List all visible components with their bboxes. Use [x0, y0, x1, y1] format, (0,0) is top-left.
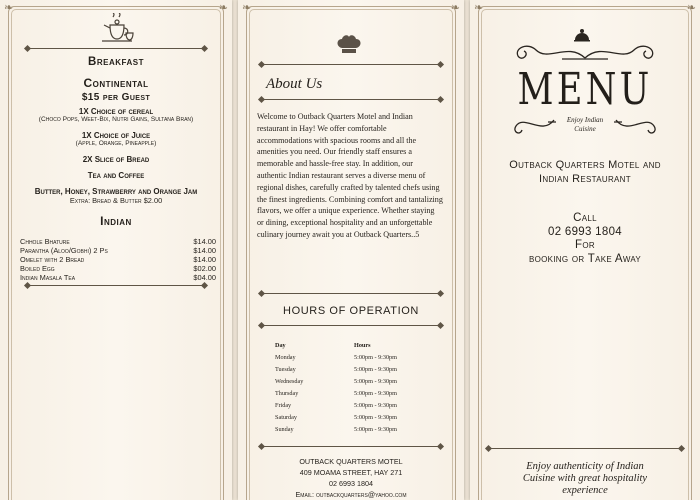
hours-cell: 5:00pm - 9:30pm [354, 354, 397, 361]
name-line: Outback Quarters Motel and [509, 159, 661, 171]
dish-price: $14.00 [193, 255, 216, 264]
divider [261, 325, 441, 326]
day-cell: Wednesday [275, 378, 304, 385]
about-panel [238, 0, 464, 500]
subtitle-line: Enjoy Indian [566, 116, 604, 124]
tagline-line: experience [562, 485, 608, 496]
chef-hat-icon [336, 35, 362, 55]
day-cell: Sunday [275, 426, 294, 433]
list-item [20, 237, 216, 246]
about-text: Welcome to Outback Quarters Motel and Indian restaurant in Hay! We offer comfortable accommodations with spacious rooms and all the amenities you need. Our friendly staff ensures a memorable and hassle-free stay. In addition, our authentic Indian restaurant serves a diverse menu of regional dishes, carefully crafted by talented chefs using the finest ingredients. Combining comfort and tantalizing flavors, we offer a unique experience. Whether staying or dining, exceptional hospitality and an unforgettable culinary journey await you at Outback Quarters..5 [257, 112, 443, 239]
email-address: Email: outbackquarters@yahoo.com [295, 490, 407, 499]
street-address: 409 MOAMA STREET, HAY 271 [299, 468, 403, 477]
flourish-top-icon [508, 42, 662, 64]
cloche-icon [574, 28, 590, 42]
item-name: 2X Slice of Bread [82, 155, 150, 164]
divider [27, 285, 205, 286]
cover-panel [470, 0, 700, 500]
corner-ornament-icon: ❧ [686, 1, 696, 14]
tagline [470, 461, 700, 497]
call-block [470, 212, 700, 266]
hours-table [275, 340, 424, 436]
dish-name: Indian Masala Tea [20, 273, 76, 282]
phone-number: 02 6993 1804 [548, 225, 622, 238]
breakfast-item [0, 107, 232, 123]
column-header: Day [275, 342, 286, 349]
booking-label: booking or Take Away [528, 252, 642, 265]
divider [261, 293, 441, 294]
tagline-line: Cuisine with great hospitality [522, 473, 648, 484]
subtitle-line: Cuisine [574, 125, 596, 133]
breakfast-item [0, 171, 232, 180]
item-detail: Extra: Bread & Butter $2.00 [69, 196, 163, 205]
breakfast-panel [0, 0, 232, 500]
breakfast-price: $15 per Guest [81, 92, 151, 103]
list-item [20, 273, 216, 282]
hours-cell: 5:00pm - 9:30pm [354, 366, 397, 373]
day-cell: Friday [275, 402, 292, 409]
item-name: 1X Choice of Juice [81, 131, 151, 140]
divider [488, 448, 682, 449]
flourish-bottom-icon [508, 114, 662, 138]
divider [261, 446, 441, 447]
dish-price: $14.00 [193, 246, 216, 255]
indian-title: Indian [100, 214, 132, 228]
table-row [275, 424, 424, 436]
motel-name: OUTBACK QUARTERS MOTEL [299, 457, 403, 466]
hours-cell: 5:00pm - 9:30pm [354, 426, 397, 433]
divider [261, 99, 441, 100]
table-row [275, 376, 424, 388]
dish-name: Chhole Bhature [20, 237, 70, 246]
dish-price: $02.00 [193, 264, 216, 273]
corner-ornament-icon: ❧ [4, 1, 14, 14]
item-name: Butter, Honey, Strawberry and Orange Jam [34, 187, 198, 196]
list-item [20, 255, 216, 264]
menu-title: MENU [517, 64, 653, 115]
hours-title: HOURS OF OPERATION [283, 305, 419, 317]
dish-price: $14.00 [193, 237, 216, 246]
corner-ornament-icon: ❧ [474, 1, 484, 14]
corner-ornament-icon: ❧ [242, 1, 252, 14]
dish-name: Parantha (Aloo/Gobhi) 2 Ps [20, 246, 108, 255]
for-label: For [575, 239, 595, 251]
table-row [275, 400, 424, 412]
day-cell: Tuesday [275, 366, 296, 373]
table-row [275, 352, 424, 364]
day-cell: Saturday [275, 414, 297, 421]
hours-cell: 5:00pm - 9:30pm [354, 390, 397, 397]
day-cell: Monday [275, 354, 296, 361]
divider [27, 48, 205, 49]
tea-set-icon [98, 13, 136, 47]
list-item [20, 264, 216, 273]
item-name: Tea and Coffee [87, 171, 145, 180]
item-detail: (Choco Pops, Weet-Bix, Nutri Gains, Sultana Bran) [38, 116, 194, 123]
table-row [275, 412, 424, 424]
tagline-line: Enjoy authenticity of Indian [526, 461, 644, 472]
corner-ornament-icon: ❧ [218, 1, 228, 14]
column-header: Hours [354, 342, 371, 349]
dish-price: $04.00 [193, 273, 216, 282]
breakfast-title: Breakfast [88, 56, 144, 68]
list-item [20, 246, 216, 255]
day-cell: Thursday [275, 390, 299, 397]
restaurant-name [470, 158, 700, 186]
table-header [275, 340, 424, 352]
breakfast-item [0, 131, 232, 147]
name-line: Indian Restaurant [539, 173, 631, 185]
hours-cell: 5:00pm - 9:30pm [354, 402, 397, 409]
dish-name: Omelet with 2 Bread [20, 255, 85, 264]
indian-menu-list [20, 237, 216, 282]
breakfast-item [0, 155, 232, 164]
hours-cell: 5:00pm - 9:30pm [354, 414, 397, 421]
item-name: 1X Choice of cereal [78, 107, 154, 116]
item-detail: (Apple, Orange, Pineapple) [75, 140, 157, 147]
continental-title: Continental [83, 76, 149, 90]
hours-cell: 5:00pm - 9:30pm [354, 378, 397, 385]
table-row [275, 364, 424, 376]
address-block [238, 456, 464, 500]
dish-name: Boiled Egg [20, 264, 55, 273]
call-label: Call [573, 212, 597, 224]
divider [261, 64, 441, 65]
breakfast-item [0, 187, 232, 205]
table-row [275, 388, 424, 400]
about-title: About Us [266, 76, 323, 92]
corner-ornament-icon: ❧ [450, 1, 460, 14]
phone-number: 02 6993 1804 [329, 479, 373, 488]
